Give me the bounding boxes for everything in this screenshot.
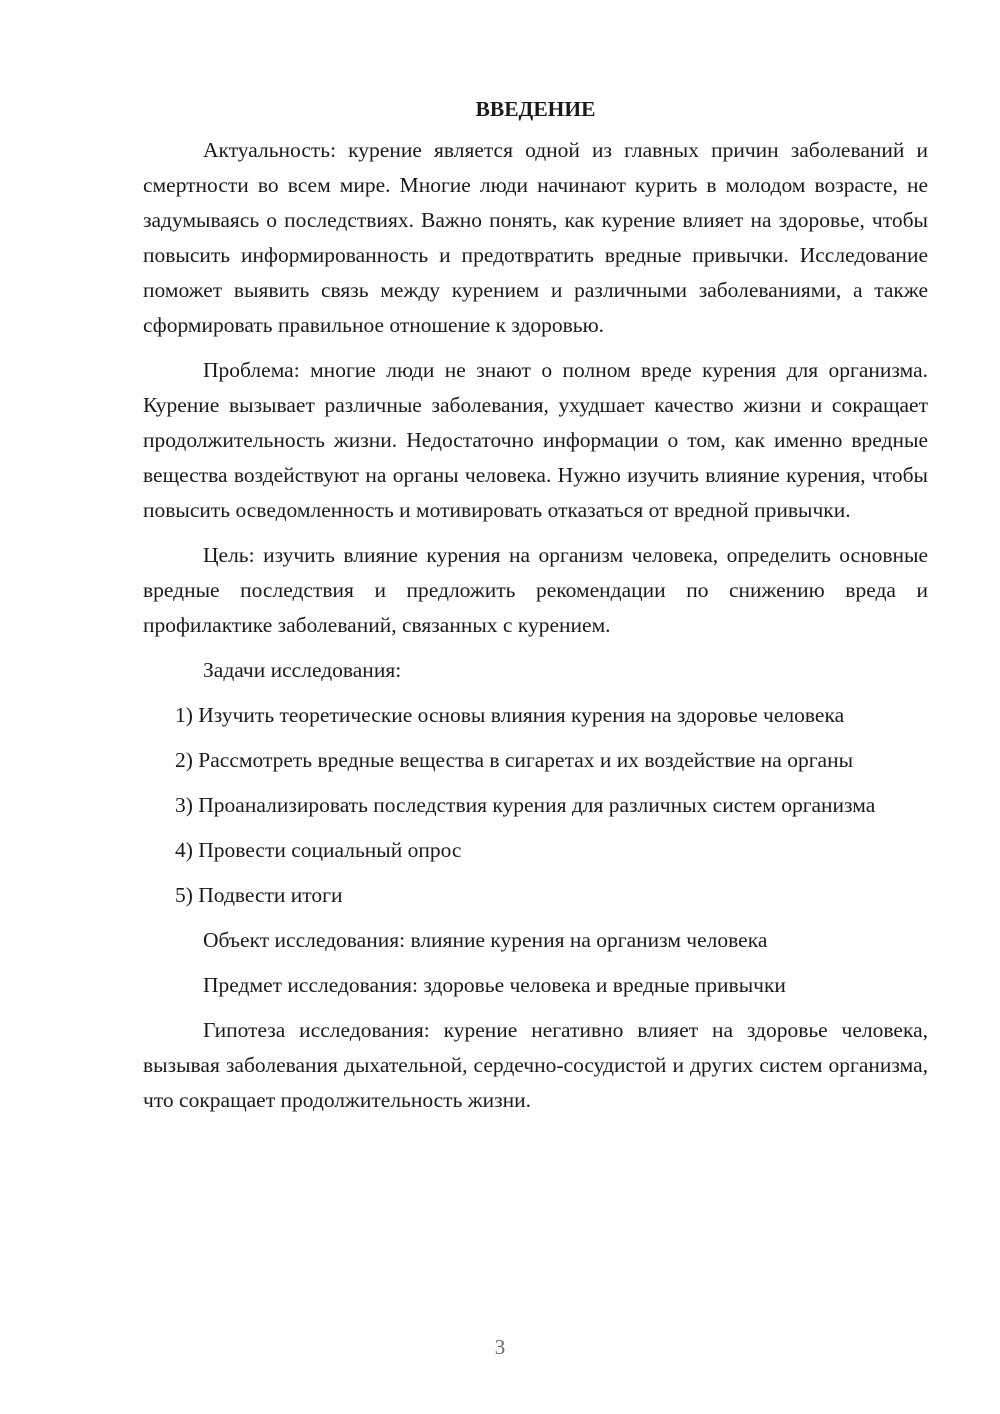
task-item-1: 1) Изучить теоретические основы влияния курения на здоровье человека	[175, 703, 845, 727]
relevance-paragraph: Актуальность: курение является одной из главных причин заболеваний и смертности во всем мире. Многие люди начинают курить в молодом возрасте, не задумываясь о последствиях. Важно понять, как курение влияет на здоровье, чтобы повысить информированность и предотвратить вредные привычки. Исследование поможет выявить связь между курением и различными заболеваниями, а также сформировать правильное отношение к здоровью.	[143, 138, 928, 337]
research-subject: Предмет исследования: здоровье человека и вредные привычки	[203, 973, 786, 997]
goal-paragraph: Цель: изучить влияние курения на организм человека, определить основные вредные последствия и предложить рекомендации по снижению вреда и профилактике заболеваний, связанных с курением.	[143, 543, 928, 637]
tasks-heading: Задачи исследования:	[203, 658, 402, 682]
page-title: ВВЕДЕНИЕ	[475, 97, 596, 121]
task-item-2: 2) Рассмотреть вредные вещества в сигаретах и их воздействие на органы	[175, 748, 854, 772]
task-item-3: 3) Проанализировать последствия курения для различных систем организма	[175, 793, 876, 817]
page-number: 3	[494, 1335, 506, 1359]
document-page	[143, 92, 928, 1128]
task-item-4: 4) Провести социальный опрос	[175, 838, 462, 862]
hypothesis-paragraph: Гипотеза исследования: курение негативно влияет на здоровье человека, вызывая заболевания дыхательной, сердечно-сосудистой и других систем организма, что сокращает продолжительность жизни.	[143, 1018, 928, 1112]
problem-paragraph: Проблема: многие люди не знают о полном вреде курения для организма. Курение вызывает различные заболевания, ухудшает качество жизни и сокращает продолжительность жизни. Недостаточно информации о том, как именно вредные вещества воздействуют на органы человека. Нужно изучить влияние курения, чтобы повысить осведомленность и мотивировать отказаться от вредной привычки.	[143, 358, 928, 522]
research-object: Объект исследования: влияние курения на организм человека	[203, 928, 768, 952]
task-item-5: 5) Подвести итоги	[175, 883, 343, 907]
